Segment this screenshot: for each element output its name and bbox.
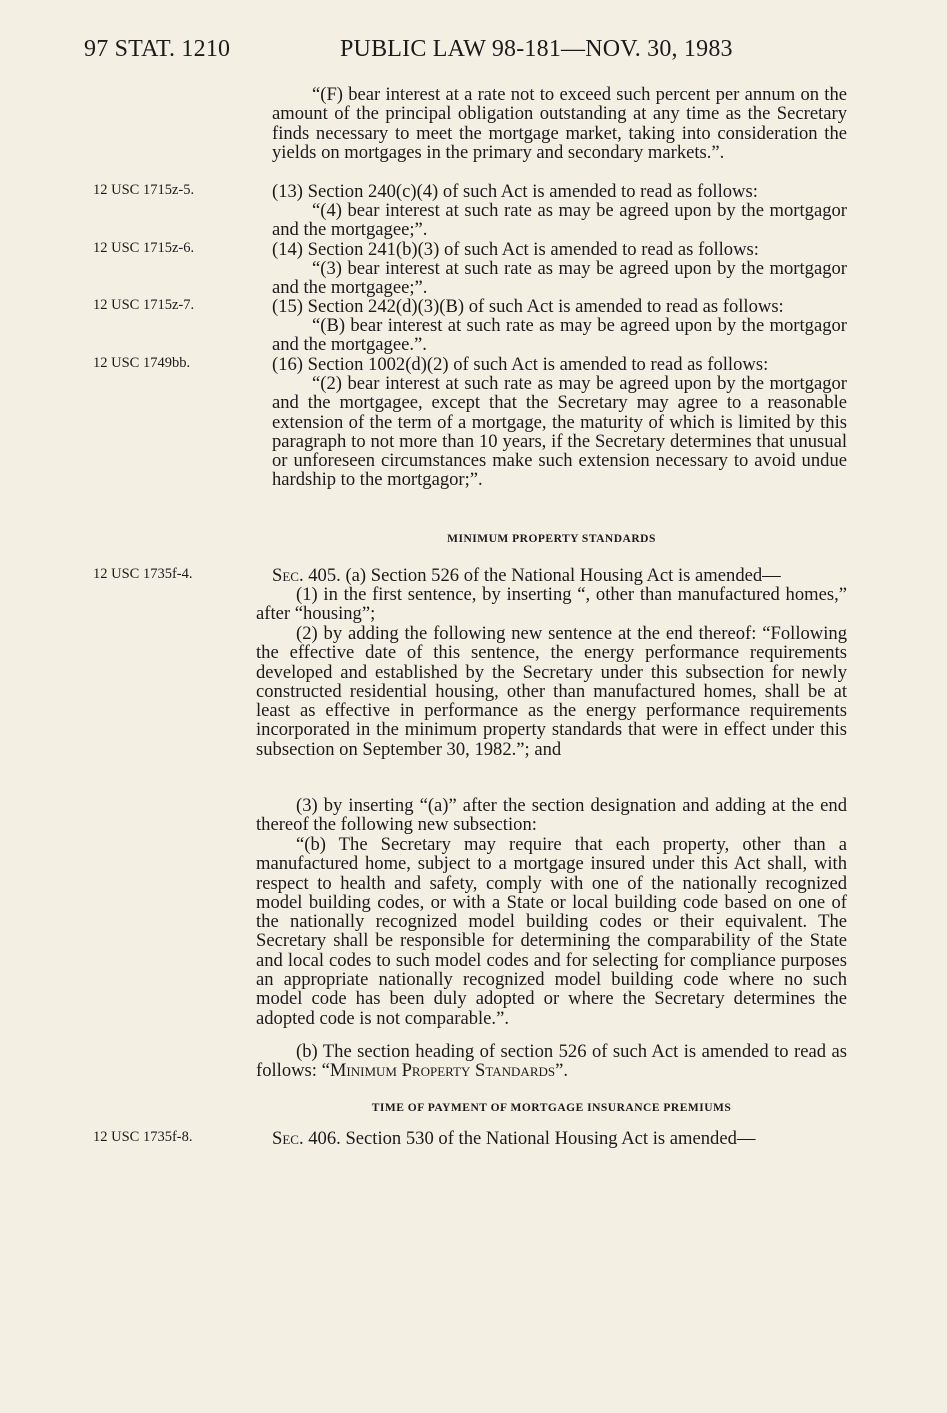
section-heading: TIME OF PAYMENT OF MORTGAGE INSURANCE PREMIUMS [371,1102,732,1114]
section-label: Sec. [272,1128,304,1149]
section-text: 406. Section 530 of the National Housing Act is amended— [303,1128,756,1149]
margin-note: 12 USC 1749bb. [93,355,191,371]
margin-note: 12 USC 1715z-7. [93,297,195,313]
section-text: 405. (a) Section 526 of the National Housing Act is amended— [303,565,781,586]
paragraph-14: (14) Section 241(b)(3) of such Act is amended to read as follows: [272,239,759,260]
margin-note: 12 USC 1735f-4. [93,566,193,582]
section-label: Sec. [272,565,304,586]
amendment-item-2: (2) by adding the following new sentence at the end thereof: “Following the effective date of this sentence, the energy performance requirements developed and established by the Secretary under this subsection for newly constructed residential housing, other than manufactured homes, shall be at least as effective in performance as the energy performance requirements incorporated in the minimum property standards that were in effect under this subsection on September 30, 1982.”; and [256,623,847,760]
section-405-intro [272,566,847,585]
section-heading-amendment [256,1042,847,1081]
margin-note: 12 USC 1715z-6. [93,240,195,256]
paragraph-15-quote: “(B) bear interest at such rate as may be agreed upon by the mortgagor and the mortgagee.”. [272,315,847,356]
paragraph-15: (15) Section 242(d)(3)(B) of such Act is amended to read as follows: [272,296,784,317]
paragraph-16: (16) Section 1002(d)(2) of such Act is amended to read as follows: [272,354,769,375]
paragraph-13: (13) Section 240(c)(4) of such Act is amended to read as follows: [272,181,758,202]
paragraph-f: “(F) bear interest at a rate not to exceed such percent per annum on the amount of the principal obligation outstanding at any time as the Secretary finds necessary to meet the mortgage market, taking into consideration the yields on mortgages in the primary and secondary markets.”. [272,84,847,163]
amendment-item-3: (3) by inserting “(a)” after the section designation and adding at the end thereof the following new subsection: [256,795,847,836]
law-title: PUBLIC LAW 98-181—NOV. 30, 1983 [340,36,733,62]
paragraph-16-quote: “(2) bear interest at such rate as may be agreed upon by the mortgagor and the mortgagee, except that the Secretary may agree to a reasonable extension of the term of a mortgage, the maturity of which is limited by this paragraph to not more than 10 years, if the Secretary determines that unusual or unforeseen circumstances make such extension necessary to avoid undue hardship to the mortgagor;”. [272,373,847,491]
margin-note: 12 USC 1735f-8. [93,1129,193,1145]
section-heading: MINIMUM PROPERTY STANDARDS [447,533,656,545]
amendment-text-end: ”. [555,1060,569,1082]
section-406-intro [272,1129,847,1148]
amendment-text: (b) The section heading of section 526 of such Act is amended to read as follows: “ [256,1041,847,1082]
paragraph-14-quote: “(3) bear interest at such rate as may be agreed upon by the mortgagor and the mortgagee;”. [272,258,847,299]
margin-note: 12 USC 1715z-5. [93,182,195,198]
amended-heading: Minimum Property Standards [329,1060,556,1082]
subsection-b-quote: “(b) The Secretary may require that each property, other than a manufactured home, subject to a mortgage insured under this Act shall, with respect to health and safety, comply with one of the nationally recognized model building codes, or with a State or local building code based on one of the nationally recognized model building codes or their equivalent. The Secretary shall be responsible for determining the comparability of the State and local codes to such model codes and for selecting for compliance purposes an appropriate nationally recognized model building code where no such model code has been duly adopted or where the Secretary determines the adopted code is not comparable.”. [256,834,847,1029]
page-reference: 97 STAT. 1210 [84,36,231,62]
amendment-item-1: (1) in the first sentence, by inserting “, other than manufactured homes,” after “housing”; [256,584,847,625]
paragraph-13-quote: “(4) bear interest at such rate as may be agreed upon by the mortgagor and the mortgagee;”. [272,200,847,241]
